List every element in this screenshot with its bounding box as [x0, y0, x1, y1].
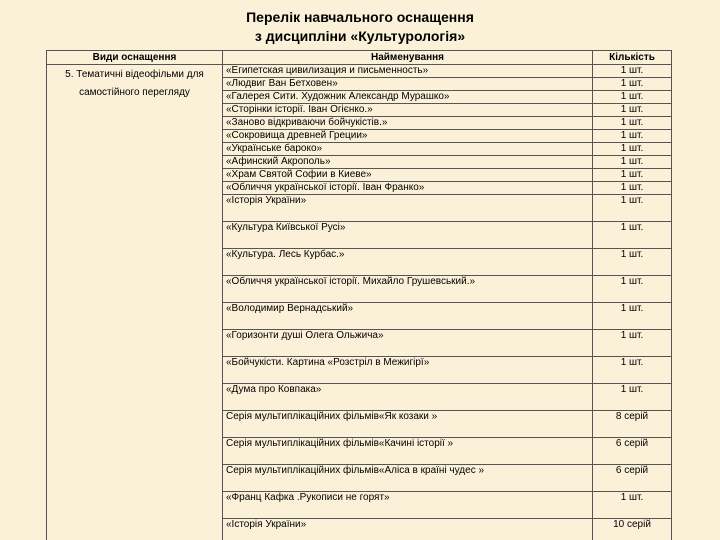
item-quantity: 6 серій	[593, 465, 672, 492]
item-quantity: 1 шт.	[593, 156, 672, 169]
item-name: «Сторінки історії. Іван Огієнко.»	[223, 104, 593, 117]
header-name: Найменування	[223, 51, 593, 65]
item-name: «Галерея Сити. Художник Александр Мурашко»	[223, 91, 593, 104]
item-name: «Храм Святой Софии в Киеве»	[223, 169, 593, 182]
item-name: «Сокровища древней Греции»	[223, 130, 593, 143]
item-quantity: 1 шт.	[593, 104, 672, 117]
item-quantity: 1 шт.	[593, 169, 672, 182]
item-quantity: 1 шт.	[593, 384, 672, 411]
item-name: «Бойчукісти. Картина «Розстріл в Межигірї»	[223, 357, 593, 384]
item-quantity: 1 шт.	[593, 330, 672, 357]
header-qty: Кількість	[593, 51, 672, 65]
table-header-row	[47, 51, 672, 65]
item-quantity: 1 шт.	[593, 65, 672, 78]
item-name: «Культура. Лесь Курбас.»	[223, 249, 593, 276]
item-name: «Горизонти душі Олега Ольжича»	[223, 330, 593, 357]
item-quantity: 1 шт.	[593, 195, 672, 222]
item-quantity: 1 шт.	[593, 492, 672, 519]
equipment-type-cell: 5. Тематичні відеофільми для самостійного перегляду	[47, 65, 223, 540]
item-name: «Обличчя української історії. Михайло Грушевський.»	[223, 276, 593, 303]
item-quantity: 1 шт.	[593, 117, 672, 130]
item-name: «Українське бароко»	[223, 143, 593, 156]
table-body	[47, 65, 672, 540]
item-name: «Афинский Акрополь»	[223, 156, 593, 169]
item-quantity: 1 шт.	[593, 91, 672, 104]
item-quantity: 10 серій	[593, 519, 672, 540]
equipment-table-container	[46, 50, 671, 540]
item-quantity: 1 шт.	[593, 357, 672, 384]
item-quantity: 1 шт.	[593, 143, 672, 156]
item-name: «Египетская цивилизация и письменность»	[223, 65, 593, 78]
page-title	[0, 8, 720, 46]
item-quantity: 1 шт.	[593, 303, 672, 330]
item-quantity: 1 шт.	[593, 276, 672, 303]
item-name: «Володимир Вернадський»	[223, 303, 593, 330]
item-name: «Людвиг Ван Бетховен»	[223, 78, 593, 91]
item-quantity: 1 шт.	[593, 222, 672, 249]
item-name: Серія мультиплікаційних фільмів«Качині історії »	[223, 438, 593, 465]
item-name: «Обличчя української історії. Іван Франко»	[223, 182, 593, 195]
item-name: Серія мультиплікаційних фільмів«Аліса в країні чудес »	[223, 465, 593, 492]
item-name: Серія мультиплікаційних фільмів«Як козаки »	[223, 411, 593, 438]
item-name: «Франц Кафка .Рукописи не горят»	[223, 492, 593, 519]
item-name: «Культура Київської Русі»	[223, 222, 593, 249]
item-name: «Історія України»	[223, 519, 593, 540]
item-quantity: 1 шт.	[593, 130, 672, 143]
item-quantity: 1 шт.	[593, 182, 672, 195]
item-quantity: 1 шт.	[593, 249, 672, 276]
item-name: «Дума про Ковпака»	[223, 384, 593, 411]
equipment-table	[46, 50, 672, 540]
header-type: Види оснащення	[47, 51, 223, 65]
item-quantity: 8 серій	[593, 411, 672, 438]
item-name: «Заново відкриваючи бойчукістів.»	[223, 117, 593, 130]
item-name: «Історія України»	[223, 195, 593, 222]
item-quantity: 1 шт.	[593, 78, 672, 91]
table-row	[47, 65, 672, 78]
title-line-2: з дисципліни «Культурологія»	[254, 28, 466, 44]
item-quantity: 6 серій	[593, 438, 672, 465]
title-line-1: Перелік навчального оснащення	[246, 9, 474, 25]
